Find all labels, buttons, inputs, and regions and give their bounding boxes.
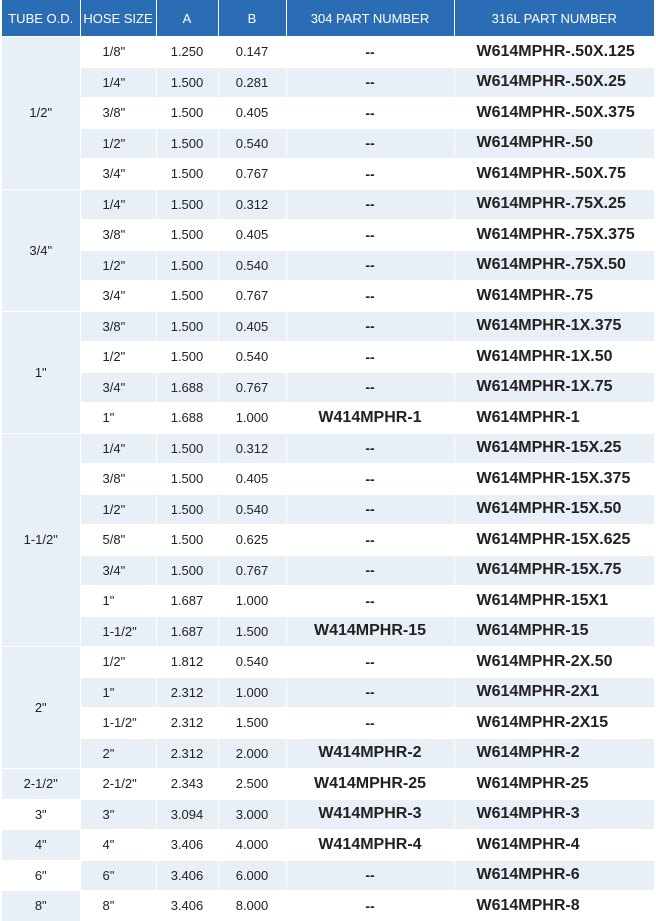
part-316l-cell: W614MPHR-15X.375 [454, 464, 654, 495]
b-cell: 0.540 [218, 128, 286, 159]
hose-size-cell: 2" [80, 738, 156, 769]
table-row [2, 586, 654, 617]
a-cell: 1.500 [156, 433, 218, 464]
hose-size-cell: 1/2" [80, 128, 156, 159]
part-304-cell: -- [286, 647, 454, 678]
hose-size-cell: 3/8" [80, 464, 156, 495]
part-316l-cell: W614MPHR-.75 [454, 281, 654, 312]
a-cell: 2.312 [156, 738, 218, 769]
hose-size-cell: 3/4" [80, 372, 156, 403]
a-cell: 1.500 [156, 67, 218, 98]
part-316l-cell: W614MPHR-2X15 [454, 708, 654, 739]
header-hose-size: HOSE SIZE [80, 0, 156, 37]
part-316l-cell: W614MPHR-1 [454, 403, 654, 434]
part-304-cell: -- [286, 586, 454, 617]
a-cell: 1.687 [156, 586, 218, 617]
a-cell: 3.406 [156, 830, 218, 861]
b-cell: 0.312 [218, 189, 286, 220]
part-304-cell: W414MPHR-1 [286, 403, 454, 434]
part-304-cell: -- [286, 98, 454, 129]
a-cell: 1.500 [156, 128, 218, 159]
b-cell: 8.000 [218, 891, 286, 921]
hose-size-cell: 4" [80, 830, 156, 861]
part-304-cell: -- [286, 494, 454, 525]
a-cell: 1.500 [156, 189, 218, 220]
hose-size-cell: 1" [80, 586, 156, 617]
part-304-cell: W414MPHR-3 [286, 799, 454, 830]
spec-table [2, 0, 654, 921]
b-cell: 0.540 [218, 494, 286, 525]
part-304-cell: -- [286, 342, 454, 373]
a-cell: 1.500 [156, 555, 218, 586]
tube-od-cell: 1/2" [2, 37, 80, 190]
a-cell: 3.406 [156, 860, 218, 891]
tube-od-cell: 8" [2, 891, 80, 921]
part-316l-cell: W614MPHR-2X.50 [454, 647, 654, 678]
hose-size-cell: 2-1/2" [80, 769, 156, 800]
table-row [2, 372, 654, 403]
hose-size-cell: 1-1/2" [80, 708, 156, 739]
part-304-cell: -- [286, 860, 454, 891]
a-cell: 1.687 [156, 616, 218, 647]
part-316l-cell: W614MPHR-2 [454, 738, 654, 769]
table-body [2, 37, 654, 921]
part-316l-cell: W614MPHR-1X.375 [454, 311, 654, 342]
table-row [2, 616, 654, 647]
a-cell: 1.500 [156, 342, 218, 373]
table-row [2, 830, 654, 861]
hose-size-cell: 1/4" [80, 433, 156, 464]
part-316l-cell: W614MPHR-.75X.25 [454, 189, 654, 220]
hose-size-cell: 8" [80, 891, 156, 921]
part-316l-cell: W614MPHR-8 [454, 891, 654, 921]
table-row [2, 769, 654, 800]
header-316l-part-number: 316L PART NUMBER [454, 0, 654, 37]
b-cell: 1.500 [218, 616, 286, 647]
table-row [2, 738, 654, 769]
hose-size-cell: 1/8" [80, 37, 156, 68]
a-cell: 3.094 [156, 799, 218, 830]
part-304-cell: -- [286, 159, 454, 190]
table-row [2, 159, 654, 190]
table-row [2, 555, 654, 586]
a-cell: 3.406 [156, 891, 218, 921]
header-304-part-number: 304 PART NUMBER [286, 0, 454, 37]
table-row [2, 67, 654, 98]
table-row [2, 799, 654, 830]
table-row [2, 98, 654, 129]
b-cell: 0.147 [218, 37, 286, 68]
part-316l-cell: W614MPHR-15 [454, 616, 654, 647]
b-cell: 0.405 [218, 311, 286, 342]
table-row [2, 677, 654, 708]
part-316l-cell: W614MPHR-15X.50 [454, 494, 654, 525]
part-304-cell: W414MPHR-4 [286, 830, 454, 861]
part-304-cell: W414MPHR-15 [286, 616, 454, 647]
a-cell: 1.500 [156, 281, 218, 312]
part-316l-cell: W614MPHR-15X1 [454, 586, 654, 617]
part-304-cell: -- [286, 464, 454, 495]
hose-size-cell: 1/2" [80, 494, 156, 525]
part-316l-cell: W614MPHR-25 [454, 769, 654, 800]
hose-size-cell: 1/4" [80, 189, 156, 220]
b-cell: 0.767 [218, 555, 286, 586]
hose-size-cell: 3/4" [80, 159, 156, 190]
table-row [2, 403, 654, 434]
part-304-cell: -- [286, 708, 454, 739]
table-row [2, 128, 654, 159]
part-304-cell: -- [286, 891, 454, 921]
tube-od-cell: 2-1/2" [2, 769, 80, 800]
header-row [2, 0, 654, 37]
b-cell: 1.000 [218, 586, 286, 617]
table-row [2, 220, 654, 251]
part-316l-cell: W614MPHR-.50X.125 [454, 37, 654, 68]
table-row [2, 189, 654, 220]
a-cell: 1.500 [156, 311, 218, 342]
part-316l-cell: W614MPHR-.50 [454, 128, 654, 159]
header-tube-od: TUBE O.D. [2, 0, 80, 37]
a-cell: 1.500 [156, 250, 218, 281]
part-304-cell: -- [286, 372, 454, 403]
part-304-cell: -- [286, 433, 454, 464]
part-316l-cell: W614MPHR-1X.75 [454, 372, 654, 403]
header-a: A [156, 0, 218, 37]
part-316l-cell: W614MPHR-15X.625 [454, 525, 654, 556]
a-cell: 1.250 [156, 37, 218, 68]
part-316l-cell: W614MPHR-15X.25 [454, 433, 654, 464]
part-316l-cell: W614MPHR-.50X.375 [454, 98, 654, 129]
hose-size-cell: 1/2" [80, 647, 156, 678]
b-cell: 3.000 [218, 799, 286, 830]
hose-size-cell: 1/2" [80, 250, 156, 281]
part-304-cell: -- [286, 311, 454, 342]
hose-size-cell: 1/2" [80, 342, 156, 373]
table-row [2, 494, 654, 525]
b-cell: 1.000 [218, 677, 286, 708]
b-cell: 2.500 [218, 769, 286, 800]
hose-size-cell: 1/4" [80, 67, 156, 98]
part-304-cell: -- [286, 677, 454, 708]
table-row [2, 342, 654, 373]
a-cell: 1.812 [156, 647, 218, 678]
a-cell: 1.500 [156, 494, 218, 525]
a-cell: 1.500 [156, 220, 218, 251]
part-316l-cell: W614MPHR-1X.50 [454, 342, 654, 373]
hose-size-cell: 1" [80, 677, 156, 708]
b-cell: 0.405 [218, 464, 286, 495]
b-cell: 0.767 [218, 372, 286, 403]
part-304-cell: -- [286, 128, 454, 159]
part-304-cell: W414MPHR-2 [286, 738, 454, 769]
hose-size-cell: 3/8" [80, 220, 156, 251]
part-304-cell: W414MPHR-25 [286, 769, 454, 800]
a-cell: 1.500 [156, 525, 218, 556]
tube-od-cell: 3" [2, 799, 80, 830]
table-row [2, 525, 654, 556]
b-cell: 0.625 [218, 525, 286, 556]
part-316l-cell: W614MPHR-6 [454, 860, 654, 891]
b-cell: 1.000 [218, 403, 286, 434]
hose-size-cell: 1" [80, 403, 156, 434]
table-row [2, 647, 654, 678]
part-304-cell: -- [286, 525, 454, 556]
a-cell: 1.500 [156, 464, 218, 495]
part-316l-cell: W614MPHR-.75X.375 [454, 220, 654, 251]
table-row [2, 250, 654, 281]
tube-od-cell: 1" [2, 311, 80, 433]
hose-size-cell: 6" [80, 860, 156, 891]
part-304-cell: -- [286, 37, 454, 68]
tube-od-cell: 2" [2, 647, 80, 769]
a-cell: 1.688 [156, 403, 218, 434]
a-cell: 2.312 [156, 677, 218, 708]
hose-size-cell: 3" [80, 799, 156, 830]
b-cell: 6.000 [218, 860, 286, 891]
b-cell: 0.767 [218, 159, 286, 190]
a-cell: 1.500 [156, 159, 218, 190]
table-row [2, 708, 654, 739]
part-304-cell: -- [286, 555, 454, 586]
b-cell: 4.000 [218, 830, 286, 861]
b-cell: 2.000 [218, 738, 286, 769]
hose-size-cell: 5/8" [80, 525, 156, 556]
part-316l-cell: W614MPHR-2X1 [454, 677, 654, 708]
part-316l-cell: W614MPHR-.75X.50 [454, 250, 654, 281]
part-304-cell: -- [286, 220, 454, 251]
b-cell: 0.540 [218, 342, 286, 373]
part-316l-cell: W614MPHR-4 [454, 830, 654, 861]
hose-size-cell: 3/8" [80, 311, 156, 342]
part-316l-cell: W614MPHR-15X.75 [454, 555, 654, 586]
b-cell: 0.540 [218, 647, 286, 678]
hose-size-cell: 1-1/2" [80, 616, 156, 647]
part-304-cell: -- [286, 189, 454, 220]
b-cell: 0.767 [218, 281, 286, 312]
table-row [2, 37, 654, 68]
b-cell: 1.500 [218, 708, 286, 739]
part-304-cell: -- [286, 281, 454, 312]
hose-size-cell: 3/8" [80, 98, 156, 129]
b-cell: 0.281 [218, 67, 286, 98]
b-cell: 0.312 [218, 433, 286, 464]
table-row [2, 860, 654, 891]
table-row [2, 464, 654, 495]
part-304-cell: -- [286, 67, 454, 98]
b-cell: 0.540 [218, 250, 286, 281]
part-316l-cell: W614MPHR-3 [454, 799, 654, 830]
part-316l-cell: W614MPHR-.50X.75 [454, 159, 654, 190]
tube-od-cell: 3/4" [2, 189, 80, 311]
tube-od-cell: 4" [2, 830, 80, 861]
b-cell: 0.405 [218, 220, 286, 251]
b-cell: 0.405 [218, 98, 286, 129]
tube-od-cell: 1-1/2" [2, 433, 80, 647]
hose-size-cell: 3/4" [80, 555, 156, 586]
table-row [2, 891, 654, 921]
a-cell: 2.343 [156, 769, 218, 800]
a-cell: 2.312 [156, 708, 218, 739]
table-row [2, 433, 654, 464]
hose-size-cell: 3/4" [80, 281, 156, 312]
header-b: B [218, 0, 286, 37]
a-cell: 1.500 [156, 98, 218, 129]
table-row [2, 311, 654, 342]
table-row [2, 281, 654, 312]
part-304-cell: -- [286, 250, 454, 281]
tube-od-cell: 6" [2, 860, 80, 891]
a-cell: 1.688 [156, 372, 218, 403]
spec-table-wrapper [2, 0, 654, 921]
part-316l-cell: W614MPHR-.50X.25 [454, 67, 654, 98]
